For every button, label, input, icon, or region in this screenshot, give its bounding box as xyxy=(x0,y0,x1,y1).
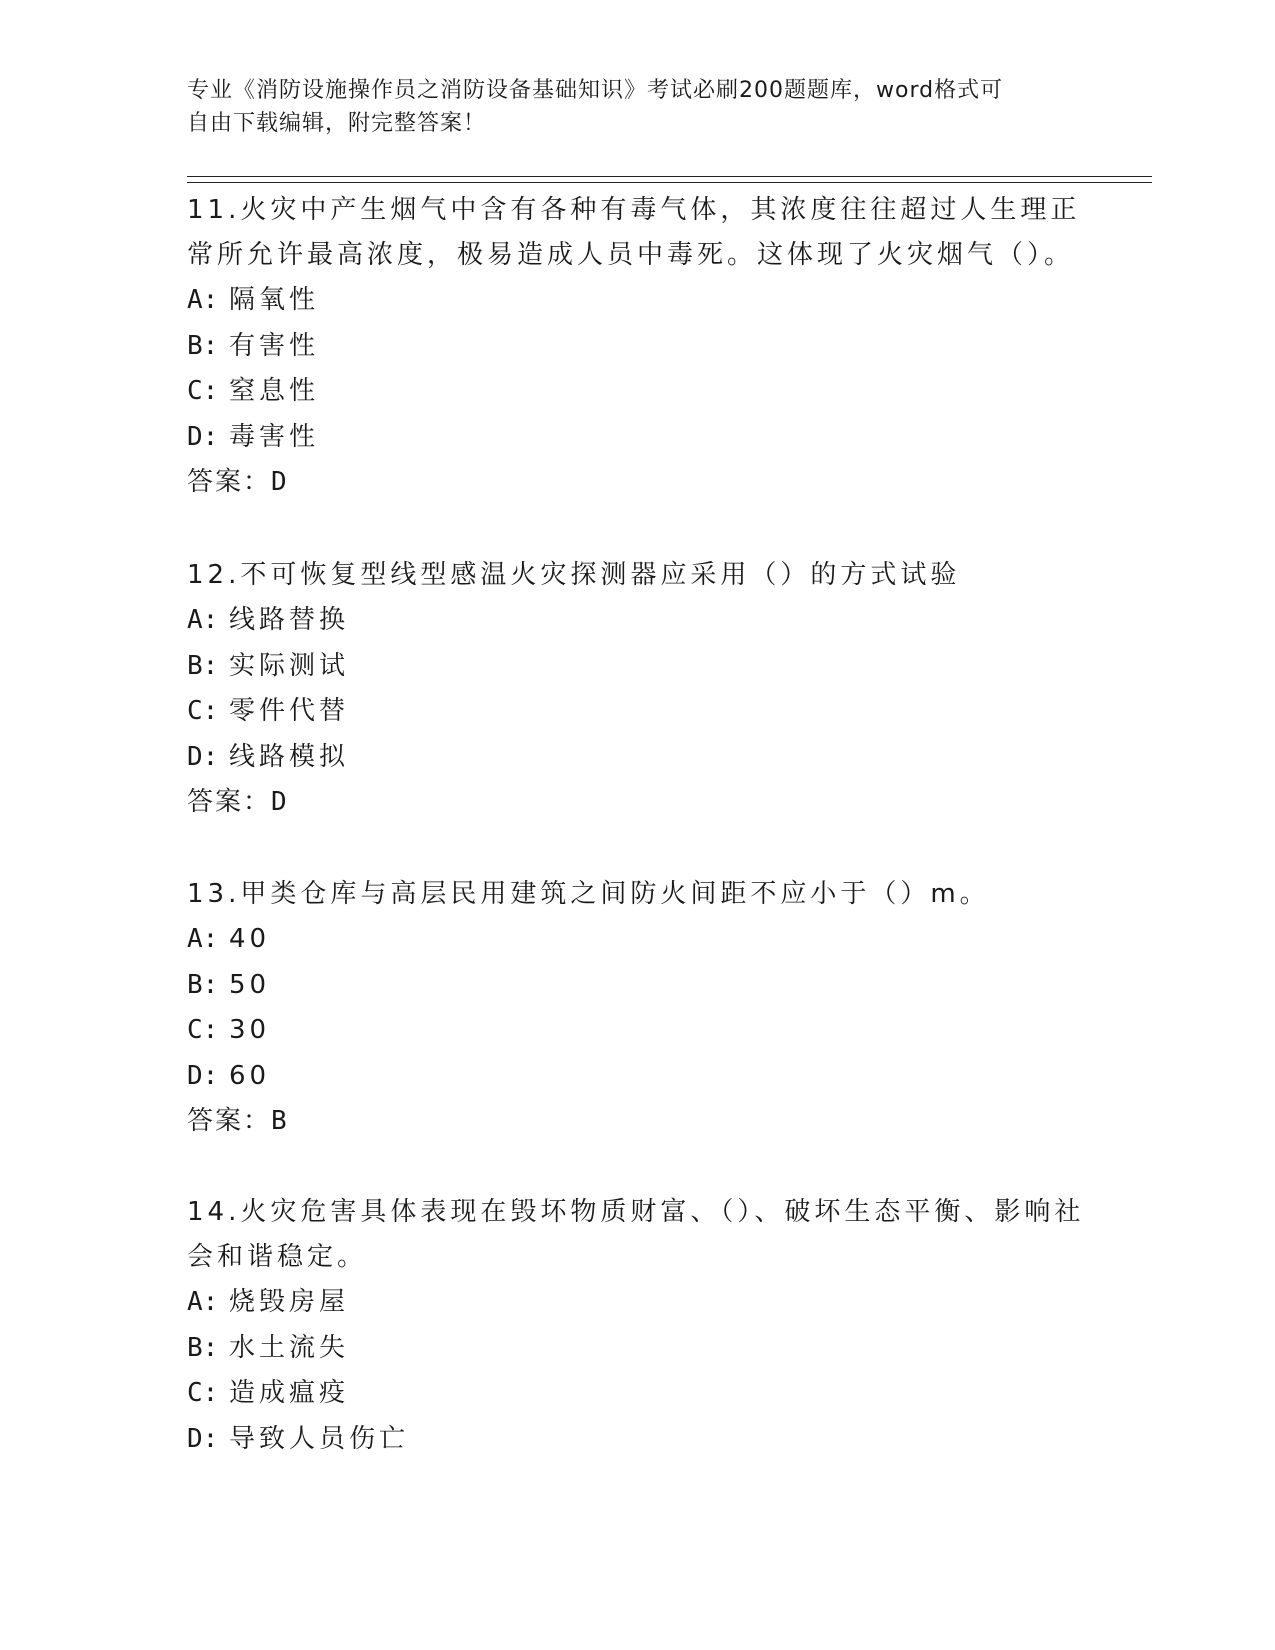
option-a xyxy=(187,917,1087,963)
question-stem: 14.火灾危害具体表现在毁坏物质财富、（）、破坏生态平衡、影响社会和谐稳定。 xyxy=(187,1197,1085,1272)
answer-value: D xyxy=(271,787,291,817)
answer-label: 答案： xyxy=(187,1106,272,1136)
option-a xyxy=(187,278,1087,324)
option-letter: C: xyxy=(187,376,219,406)
option-text: 60 xyxy=(229,1060,271,1091)
option-d xyxy=(187,415,1087,461)
header-line-1: 专业《消防设施操作员之消防设备基础知识》考试必刷200题题库，word格式可 xyxy=(187,78,1004,103)
question-stem: 11.火灾中产生烟气中含有各种有毒气体，其浓度往往超过人生理正常所允许最高浓度，极易造成人员中毒死。这体现了火灾烟气（）。 xyxy=(187,195,1081,270)
option-d xyxy=(187,1417,1087,1463)
option-text: 有害性 xyxy=(229,330,320,361)
option-b xyxy=(187,644,1087,690)
question-12 xyxy=(187,553,1087,825)
option-letter: C: xyxy=(187,696,219,726)
option-letter: C: xyxy=(187,1378,219,1408)
question-stem: 13.甲类仓库与高层民用建筑之间防火间距不应小于（）m。 xyxy=(187,879,990,909)
option-text: 线路模拟 xyxy=(229,741,350,772)
option-letter: D: xyxy=(187,741,219,772)
option-a xyxy=(187,598,1087,644)
option-letter: B: xyxy=(187,969,219,1000)
option-c xyxy=(187,1008,1087,1054)
option-text: 线路替换 xyxy=(229,605,350,635)
option-text: 窒息性 xyxy=(229,376,320,406)
option-c xyxy=(187,689,1087,735)
answer-line xyxy=(187,1099,1087,1144)
option-c xyxy=(187,1371,1087,1417)
option-b xyxy=(187,1326,1087,1372)
option-letter: D: xyxy=(187,421,219,452)
option-text: 40 xyxy=(229,924,271,954)
option-letter: D: xyxy=(187,1423,219,1454)
question-11 xyxy=(187,188,1087,505)
option-letter: B: xyxy=(187,650,219,681)
header-divider-top xyxy=(187,176,1152,177)
option-text: 30 xyxy=(229,1015,271,1045)
answer-label: 答案： xyxy=(187,467,272,497)
answer-line xyxy=(187,460,1087,505)
option-letter: B: xyxy=(187,1332,219,1363)
option-b xyxy=(187,324,1087,370)
answer-value: B xyxy=(271,1106,291,1136)
answer-line xyxy=(187,780,1087,825)
question-14 xyxy=(187,1190,1087,1462)
question-13 xyxy=(187,872,1087,1144)
option-text: 烧毁房屋 xyxy=(229,1287,350,1317)
option-text: 隔氧性 xyxy=(229,285,320,315)
option-d xyxy=(187,1054,1087,1100)
option-text: 毒害性 xyxy=(229,421,320,452)
document-header xyxy=(187,74,1067,140)
option-text: 造成瘟疫 xyxy=(229,1378,350,1408)
option-letter: A: xyxy=(187,1287,219,1317)
header-line-2: 自由下载编辑，附完整答案！ xyxy=(187,111,487,136)
option-c xyxy=(187,369,1087,415)
option-letter: C: xyxy=(187,1015,219,1045)
question-stem: 12.不可恢复型线型感温火灾探测器应采用（）的方式试验 xyxy=(187,560,961,590)
option-letter: A: xyxy=(187,285,219,315)
answer-label: 答案： xyxy=(187,787,272,817)
option-text: 零件代替 xyxy=(229,696,350,726)
option-d xyxy=(187,735,1087,781)
option-text: 水土流失 xyxy=(229,1332,350,1363)
option-b xyxy=(187,963,1087,1009)
option-text: 50 xyxy=(229,969,271,1000)
option-text: 导致人员伤亡 xyxy=(229,1423,410,1454)
option-letter: A: xyxy=(187,605,219,635)
option-letter: B: xyxy=(187,330,219,361)
option-a xyxy=(187,1280,1087,1326)
option-letter: A: xyxy=(187,924,219,954)
option-letter: D: xyxy=(187,1060,219,1091)
answer-value: D xyxy=(271,467,291,497)
header-divider-bottom xyxy=(187,182,1152,183)
option-text: 实际测试 xyxy=(229,650,350,681)
